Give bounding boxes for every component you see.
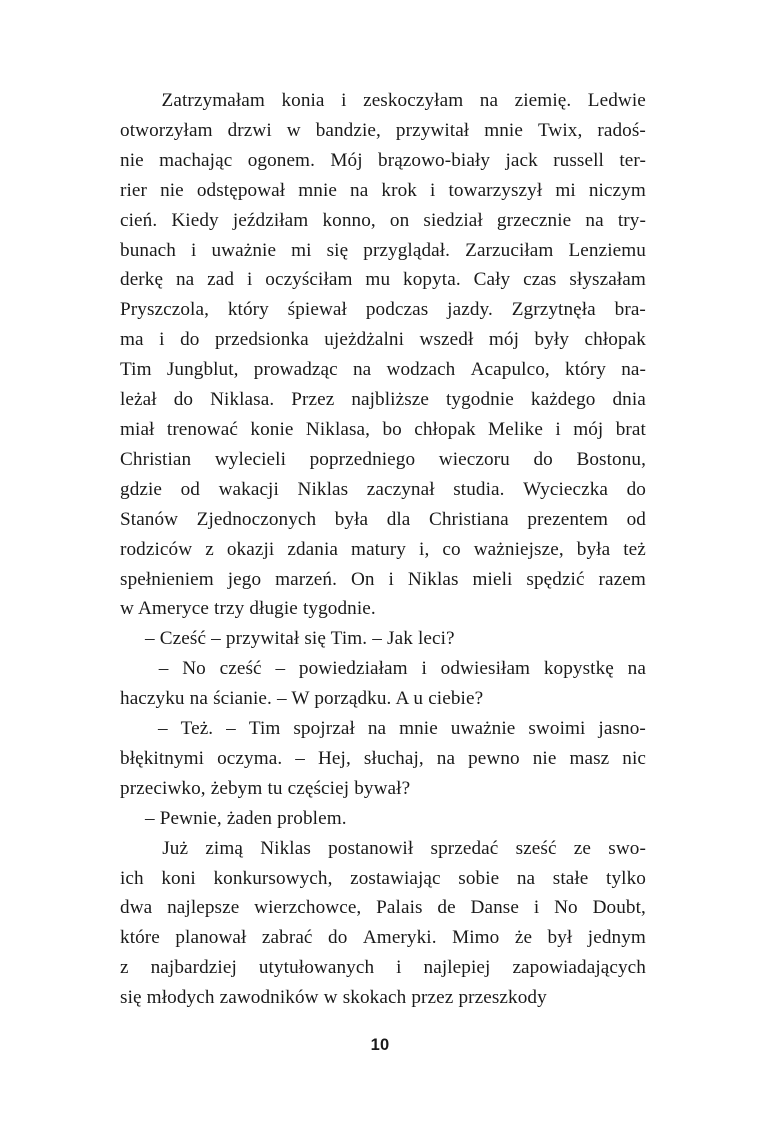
body-text-block <box>120 86 646 1013</box>
first-line-indent <box>120 654 145 684</box>
text-line: nie machając ogonem. Mój brązowo-biały jack russell ter- <box>120 149 646 171</box>
text-line: ma i do przedsionka ujeżdżalni wszedł mój były chłopak <box>120 329 646 351</box>
paragraph <box>120 714 646 804</box>
first-line-indent <box>120 834 145 864</box>
text-line: Już zimą Niklas postanowił sprzedać sześć ze swo- <box>120 834 646 864</box>
first-line-indent <box>120 86 145 116</box>
paragraph <box>120 804 646 834</box>
text-line: bunach i uważnie mi się przyglądał. Zarzuciłam Lenziemu <box>120 239 646 261</box>
text-line: otworzyłam drzwi w bandzie, przywitał mnie Twix, radoś- <box>120 119 646 141</box>
paragraph <box>120 624 646 654</box>
text-line: Pryszczola, który śpiewał podczas jazdy. Zgrzytnęła bra- <box>120 299 646 321</box>
text-line: Stanów Zjednoczonych była dla Christiana prezentem od <box>120 508 646 530</box>
text-line: Zatrzymałam konia i zeskoczyłam na ziemię. Ledwie <box>120 86 646 116</box>
first-line-indent <box>120 714 145 744</box>
text-line: ich koni konkursowych, zostawiając sobie na stałe tylko <box>120 867 646 889</box>
text-line: – Też. – Tim spojrzał na mnie uważnie swoimi jasno- <box>120 714 646 744</box>
text-line: przeciwko, żebym tu częściej bywał? <box>120 777 411 799</box>
text-line: miał trenować konie Niklasa, bo chłopak Melike i mój brat <box>120 418 646 440</box>
text-line: błękitnymi oczyma. – Hej, słuchaj, na pewno nie masz nic <box>120 747 646 769</box>
text-line: gdzie od wakacji Niklas zaczynał studia. Wycieczka do <box>120 478 646 500</box>
text-line: spełnieniem jego marzeń. On i Niklas mieli spędzić razem <box>120 568 646 590</box>
text-line: z najbardziej utytułowanych i najlepiej zapowiadających <box>120 957 646 979</box>
text-line: dwa najlepsze wierzchowce, Palais de Danse i No Doubt, <box>120 897 646 919</box>
page-number: 10 <box>370 1036 390 1054</box>
paragraph <box>120 86 646 624</box>
text-line: – Cześć – przywitał się Tim. – Jak leci? <box>145 628 455 650</box>
text-line: cień. Kiedy jeździłam konno, on siedział grzecznie na try- <box>120 209 646 231</box>
text-line: – No cześć – powiedziałam i odwiesiłam kopystkę na <box>120 654 646 684</box>
text-line: Tim Jungblut, prowadząc na wodzach Acapulco, który na- <box>120 359 646 381</box>
paragraph <box>120 834 646 1013</box>
paragraph <box>120 654 646 714</box>
text-line: haczyku na ścianie. – W porządku. A u ciebie? <box>120 688 484 710</box>
text-line: które planował zabrać do Ameryki. Mimo że był jednym <box>120 927 646 949</box>
text-line: rier nie odstępował mnie na krok i towarzyszył mi niczym <box>120 179 646 201</box>
text-line: leżał do Niklasa. Przez najbliższe tygodnie każdego dnia <box>120 389 646 411</box>
text-line: się młodych zawodników w skokach przez przeszkody <box>120 987 547 1009</box>
text-line: Christian wylecieli poprzedniego wieczoru do Bostonu, <box>120 448 646 470</box>
text-line: rodziców z okazji zdania matury i, co ważniejsze, była też <box>120 538 646 560</box>
text-line: w Ameryce trzy długie tygodnie. <box>120 598 376 620</box>
text-line: derkę na zad i oczyściłam mu kopyta. Cały czas słyszałam <box>120 269 646 291</box>
text-line: – Pewnie, żaden problem. <box>145 807 347 829</box>
